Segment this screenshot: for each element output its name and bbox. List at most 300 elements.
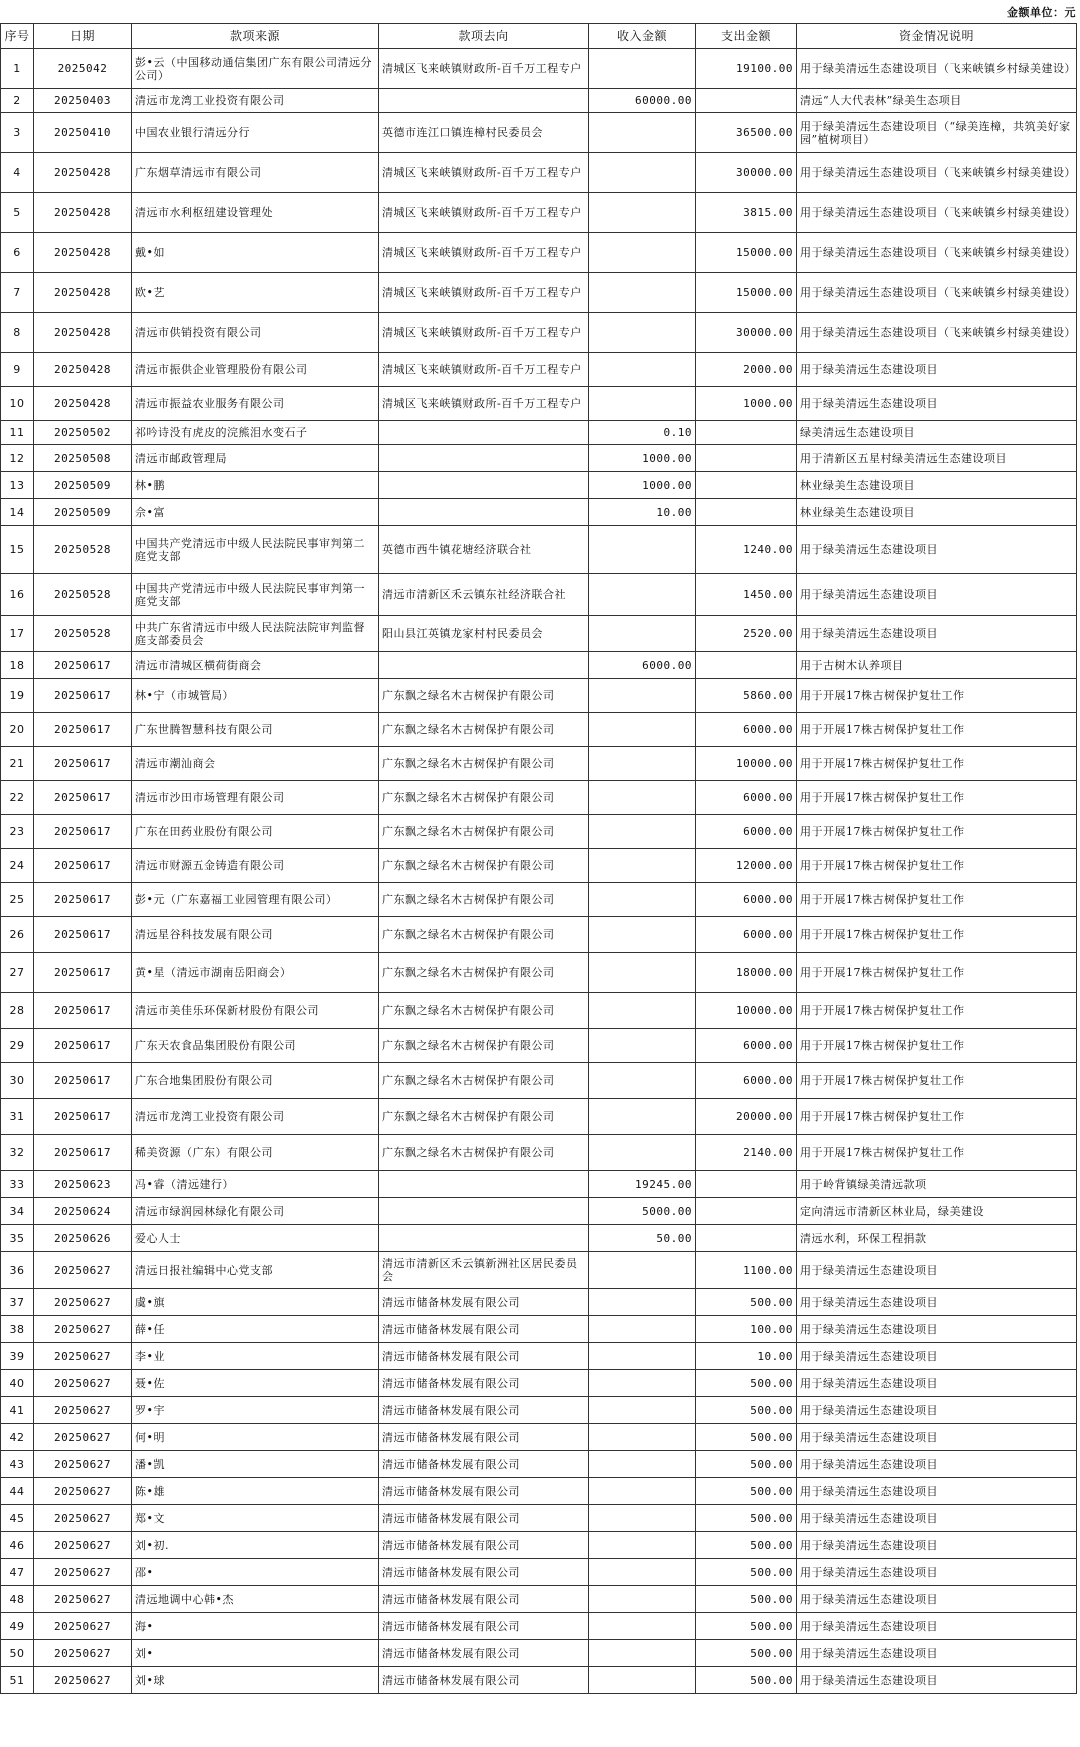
income-cell: [589, 1451, 696, 1478]
destination-cell: 英德市西牛镇花塘经济联合社: [379, 526, 589, 574]
source-cell: 清远市沙田市场管理有限公司: [132, 781, 379, 815]
table-row: [1, 1424, 1077, 1451]
note-cell: 用于绿美清远生态建设项目: [797, 526, 1077, 574]
date-cell: 20250627: [34, 1505, 132, 1532]
source-cell: 潘•凯: [132, 1451, 379, 1478]
table-row: [1, 1667, 1077, 1694]
currency-unit-label: 金额单位：元: [1007, 6, 1076, 19]
income-cell: [589, 953, 696, 993]
destination-cell: 广东飘之绿名木古树保护有限公司: [379, 679, 589, 713]
source-cell: 清远市美佳乐环保新材股份有限公司: [132, 993, 379, 1029]
income-cell: [589, 1397, 696, 1424]
destination-cell: 清远市储备林发展有限公司: [379, 1667, 589, 1694]
date-cell: 20250509: [34, 472, 132, 499]
destination-cell: 清城区飞来峡镇财政所-百千万工程专户: [379, 313, 589, 353]
date-cell: 20250627: [34, 1252, 132, 1289]
expense-cell: 1100.00: [696, 1252, 797, 1289]
destination-cell: 广东飘之绿名木古树保护有限公司: [379, 917, 589, 953]
destination-cell: 清远市储备林发展有限公司: [379, 1397, 589, 1424]
destination-cell: 广东飘之绿名木古树保护有限公司: [379, 1135, 589, 1171]
seq-cell: 34: [1, 1198, 34, 1225]
note-cell: 用于绿美清远生态建设项目（飞来峡镇乡村绿美建设）: [797, 49, 1077, 89]
income-cell: 1000.00: [589, 445, 696, 472]
date-cell: 20250428: [34, 193, 132, 233]
table-row: [1, 89, 1077, 113]
income-cell: [589, 49, 696, 89]
source-cell: 聂•佐: [132, 1370, 379, 1397]
expense-cell: 6000.00: [696, 713, 797, 747]
note-cell: 用于开展17株古树保护复壮工作: [797, 713, 1077, 747]
destination-cell: 清远市储备林发展有限公司: [379, 1478, 589, 1505]
destination-cell: 广东飘之绿名木古树保护有限公司: [379, 815, 589, 849]
note-cell: 林业绿美生态建设项目: [797, 499, 1077, 526]
table-row: [1, 1505, 1077, 1532]
income-cell: 5000.00: [589, 1198, 696, 1225]
income-cell: [589, 1613, 696, 1640]
expense-cell: 2140.00: [696, 1135, 797, 1171]
table-row: [1, 1063, 1077, 1099]
expense-cell: 6000.00: [696, 917, 797, 953]
date-cell: 20250428: [34, 153, 132, 193]
expense-cell: [696, 472, 797, 499]
source-cell: 清远市供销投资有限公司: [132, 313, 379, 353]
date-cell: 20250428: [34, 233, 132, 273]
expense-cell: 15000.00: [696, 273, 797, 313]
seq-cell: 26: [1, 917, 34, 953]
note-cell: 用于绿美清远生态建设项目: [797, 1532, 1077, 1559]
expense-cell: [696, 1225, 797, 1252]
table-row: [1, 1316, 1077, 1343]
income-cell: 1000.00: [589, 472, 696, 499]
income-cell: [589, 679, 696, 713]
expense-cell: 500.00: [696, 1478, 797, 1505]
seq-cell: 7: [1, 273, 34, 313]
note-cell: 用于绿美清远生态建设项目: [797, 353, 1077, 387]
table-row: [1, 1586, 1077, 1613]
destination-cell: 清城区飞来峡镇财政所-百千万工程专户: [379, 193, 589, 233]
date-cell: 20250627: [34, 1343, 132, 1370]
expense-cell: 500.00: [696, 1505, 797, 1532]
destination-cell: 清城区飞来峡镇财政所-百千万工程专户: [379, 273, 589, 313]
seq-cell: 42: [1, 1424, 34, 1451]
header-date: 日期: [34, 24, 132, 49]
date-cell: 20250627: [34, 1640, 132, 1667]
date-cell: 20250502: [34, 421, 132, 445]
destination-cell: 广东飘之绿名木古树保护有限公司: [379, 747, 589, 781]
seq-cell: 30: [1, 1063, 34, 1099]
destination-cell: 清城区飞来峡镇财政所-百千万工程专户: [379, 233, 589, 273]
seq-cell: 25: [1, 883, 34, 917]
table-row: [1, 193, 1077, 233]
date-cell: 20250617: [34, 1135, 132, 1171]
note-cell: 用于开展17株古树保护复壮工作: [797, 815, 1077, 849]
destination-cell: 清远市储备林发展有限公司: [379, 1640, 589, 1667]
date-cell: 20250528: [34, 526, 132, 574]
income-cell: [589, 1505, 696, 1532]
note-cell: 用于开展17株古树保护复壮工作: [797, 1063, 1077, 1099]
source-cell: 戴•如: [132, 233, 379, 273]
note-cell: 用于开展17株古树保护复壮工作: [797, 747, 1077, 781]
table-row: [1, 1613, 1077, 1640]
income-cell: [589, 353, 696, 387]
note-cell: 用于开展17株古树保护复壮工作: [797, 1029, 1077, 1063]
destination-cell: 清远市储备林发展有限公司: [379, 1505, 589, 1532]
seq-cell: 35: [1, 1225, 34, 1252]
ledger-body: [1, 49, 1077, 1694]
expense-cell: 500.00: [696, 1424, 797, 1451]
header-destination: 款项去向: [379, 24, 589, 49]
income-cell: [589, 1532, 696, 1559]
seq-cell: 31: [1, 1099, 34, 1135]
table-row: [1, 1559, 1077, 1586]
header-expense: 支出金额: [696, 24, 797, 49]
source-cell: 邵•: [132, 1559, 379, 1586]
expense-cell: 6000.00: [696, 1063, 797, 1099]
date-cell: 20250627: [34, 1532, 132, 1559]
destination-cell: 清城区飞来峡镇财政所-百千万工程专户: [379, 387, 589, 421]
expense-cell: 100.00: [696, 1316, 797, 1343]
note-cell: 清远水利，环保工程捐款: [797, 1225, 1077, 1252]
source-cell: 中国农业银行清远分行: [132, 113, 379, 153]
table-row: [1, 445, 1077, 472]
source-cell: 刘•: [132, 1640, 379, 1667]
date-cell: 20250627: [34, 1370, 132, 1397]
table-row: [1, 273, 1077, 313]
seq-cell: 37: [1, 1289, 34, 1316]
note-cell: 用于开展17株古树保护复壮工作: [797, 849, 1077, 883]
seq-cell: 21: [1, 747, 34, 781]
note-cell: 用于绿美清远生态建设项目（飞来峡镇乡村绿美建设）: [797, 233, 1077, 273]
source-cell: 清远市潮汕商会: [132, 747, 379, 781]
income-cell: [589, 574, 696, 616]
date-cell: 20250627: [34, 1586, 132, 1613]
source-cell: 虞•旗: [132, 1289, 379, 1316]
income-cell: 6000.00: [589, 652, 696, 679]
table-row: [1, 233, 1077, 273]
table-row: [1, 1370, 1077, 1397]
income-cell: [589, 747, 696, 781]
date-cell: 20250627: [34, 1613, 132, 1640]
expense-cell: 20000.00: [696, 1099, 797, 1135]
expense-cell: [696, 652, 797, 679]
destination-cell: 清远市储备林发展有限公司: [379, 1316, 589, 1343]
date-cell: 20250617: [34, 652, 132, 679]
expense-cell: 500.00: [696, 1586, 797, 1613]
table-row: [1, 1135, 1077, 1171]
destination-cell: 清远市储备林发展有限公司: [379, 1559, 589, 1586]
income-cell: [589, 153, 696, 193]
table-row: [1, 747, 1077, 781]
expense-cell: [696, 1171, 797, 1198]
table-row: [1, 815, 1077, 849]
note-cell: 用于绿美清远生态建设项目: [797, 616, 1077, 652]
note-cell: 用于开展17株古树保护复壮工作: [797, 1099, 1077, 1135]
expense-cell: 6000.00: [696, 815, 797, 849]
destination-cell: 清城区飞来峡镇财政所-百千万工程专户: [379, 353, 589, 387]
table-row: [1, 313, 1077, 353]
income-cell: [589, 1424, 696, 1451]
seq-cell: 6: [1, 233, 34, 273]
date-cell: 20250428: [34, 273, 132, 313]
destination-cell: 清城区飞来峡镇财政所-百千万工程专户: [379, 49, 589, 89]
table-row: [1, 616, 1077, 652]
income-cell: [589, 1343, 696, 1370]
source-cell: 林•鹏: [132, 472, 379, 499]
note-cell: 用于绿美清远生态建设项目: [797, 1289, 1077, 1316]
seq-cell: 11: [1, 421, 34, 445]
date-cell: 20250410: [34, 113, 132, 153]
expense-cell: 500.00: [696, 1532, 797, 1559]
date-cell: 20250617: [34, 815, 132, 849]
note-cell: 用于绿美清远生态建设项目: [797, 1343, 1077, 1370]
expense-cell: 500.00: [696, 1451, 797, 1478]
note-cell: 用于绿美清远生态建设项目（飞来峡镇乡村绿美建设）: [797, 273, 1077, 313]
income-cell: [589, 273, 696, 313]
destination-cell: [379, 652, 589, 679]
table-row: [1, 499, 1077, 526]
expense-cell: 500.00: [696, 1397, 797, 1424]
destination-cell: [379, 472, 589, 499]
source-cell: 冯•睿（清远建行）: [132, 1171, 379, 1198]
seq-cell: 18: [1, 652, 34, 679]
expense-cell: 6000.00: [696, 1029, 797, 1063]
source-cell: 清远市邮政管理局: [132, 445, 379, 472]
date-cell: 20250627: [34, 1397, 132, 1424]
date-cell: 20250617: [34, 679, 132, 713]
seq-cell: 16: [1, 574, 34, 616]
expense-cell: 36500.00: [696, 113, 797, 153]
destination-cell: 清远市储备林发展有限公司: [379, 1451, 589, 1478]
expense-cell: 3815.00: [696, 193, 797, 233]
note-cell: 用于绿美清远生态建设项目（飞来峡镇乡村绿美建设）: [797, 153, 1077, 193]
date-cell: 2025042: [34, 49, 132, 89]
expense-cell: [696, 89, 797, 113]
seq-cell: 33: [1, 1171, 34, 1198]
seq-cell: 36: [1, 1252, 34, 1289]
expense-cell: [696, 1198, 797, 1225]
expense-cell: 30000.00: [696, 153, 797, 193]
expense-cell: 12000.00: [696, 849, 797, 883]
note-cell: 用于岭背镇绿美清远款项: [797, 1171, 1077, 1198]
note-cell: 绿美清远生态建设项目: [797, 421, 1077, 445]
note-cell: 用于绿美清远生态建设项目: [797, 1505, 1077, 1532]
note-cell: 用于清新区五星村绿美清远生态建设项目: [797, 445, 1077, 472]
date-cell: 20250627: [34, 1424, 132, 1451]
table-row: [1, 1029, 1077, 1063]
note-cell: 用于绿美清远生态建设项目: [797, 1559, 1077, 1586]
table-row: [1, 1397, 1077, 1424]
source-cell: 黄•星（清远市湖南岳阳商会）: [132, 953, 379, 993]
seq-cell: 8: [1, 313, 34, 353]
date-cell: 20250617: [34, 1063, 132, 1099]
income-cell: [589, 526, 696, 574]
date-cell: 20250428: [34, 313, 132, 353]
table-row: [1, 781, 1077, 815]
destination-cell: 清城区飞来峡镇财政所-百千万工程专户: [379, 153, 589, 193]
source-cell: 中共广东省清远市中级人民法院法院审判监督庭支部委员会: [132, 616, 379, 652]
note-cell: 用于绿美清远生态建设项目（“绿美连樟，共筑美好家园”植树项目）: [797, 113, 1077, 153]
expense-cell: 500.00: [696, 1640, 797, 1667]
date-cell: 20250617: [34, 1029, 132, 1063]
note-cell: 用于绿美清远生态建设项目: [797, 1424, 1077, 1451]
note-cell: 用于古树木认养项目: [797, 652, 1077, 679]
source-cell: 清远日报社编辑中心党支部: [132, 1252, 379, 1289]
table-row: [1, 1252, 1077, 1289]
income-cell: [589, 1316, 696, 1343]
seq-cell: 49: [1, 1613, 34, 1640]
expense-cell: [696, 499, 797, 526]
note-cell: 用于开展17株古树保护复壮工作: [797, 1135, 1077, 1171]
income-cell: 0.10: [589, 421, 696, 445]
note-cell: 林业绿美生态建设项目: [797, 472, 1077, 499]
destination-cell: [379, 445, 589, 472]
date-cell: 20250627: [34, 1316, 132, 1343]
destination-cell: 广东飘之绿名木古树保护有限公司: [379, 993, 589, 1029]
destination-cell: 清远市储备林发展有限公司: [379, 1289, 589, 1316]
date-cell: 20250627: [34, 1559, 132, 1586]
source-cell: 彭•元（广东嘉福工业园管理有限公司）: [132, 883, 379, 917]
note-cell: 用于绿美清远生态建设项目: [797, 1613, 1077, 1640]
destination-cell: 清远市储备林发展有限公司: [379, 1424, 589, 1451]
expense-cell: 30000.00: [696, 313, 797, 353]
source-cell: 陈•雄: [132, 1478, 379, 1505]
destination-cell: 清远市清新区禾云镇新洲社区居民委员会: [379, 1252, 589, 1289]
source-cell: 薛•任: [132, 1316, 379, 1343]
note-cell: 定向清远市清新区林业局，绿美建设: [797, 1198, 1077, 1225]
table-row: [1, 993, 1077, 1029]
header-row: [1, 24, 1077, 49]
table-row: [1, 1343, 1077, 1370]
destination-cell: 广东飘之绿名木古树保护有限公司: [379, 883, 589, 917]
seq-cell: 27: [1, 953, 34, 993]
source-cell: 广东天农食品集团股份有限公司: [132, 1029, 379, 1063]
destination-cell: 广东飘之绿名木古树保护有限公司: [379, 953, 589, 993]
date-cell: 20250428: [34, 387, 132, 421]
note-cell: 用于开展17株古树保护复壮工作: [797, 679, 1077, 713]
date-cell: 20250627: [34, 1451, 132, 1478]
note-cell: 用于绿美清远生态建设项目: [797, 1640, 1077, 1667]
income-cell: [589, 849, 696, 883]
note-cell: 用于绿美清远生态建设项目: [797, 387, 1077, 421]
source-cell: 清远地调中心韩•杰: [132, 1586, 379, 1613]
note-cell: 用于绿美清远生态建设项目: [797, 1316, 1077, 1343]
date-cell: 20250617: [34, 953, 132, 993]
destination-cell: [379, 1171, 589, 1198]
expense-cell: 6000.00: [696, 883, 797, 917]
source-cell: 罗•宇: [132, 1397, 379, 1424]
destination-cell: 广东飘之绿名木古树保护有限公司: [379, 1063, 589, 1099]
income-cell: [589, 1667, 696, 1694]
date-cell: 20250508: [34, 445, 132, 472]
expense-cell: 1240.00: [696, 526, 797, 574]
income-cell: [589, 1559, 696, 1586]
source-cell: 清远市绿润园林绿化有限公司: [132, 1198, 379, 1225]
seq-cell: 43: [1, 1451, 34, 1478]
table-row: [1, 1198, 1077, 1225]
destination-cell: 清远市储备林发展有限公司: [379, 1343, 589, 1370]
note-cell: 用于绿美清远生态建设项目（飞来峡镇乡村绿美建设）: [797, 313, 1077, 353]
seq-cell: 32: [1, 1135, 34, 1171]
seq-cell: 2: [1, 89, 34, 113]
note-cell: 用于开展17株古树保护复壮工作: [797, 993, 1077, 1029]
expense-cell: 2000.00: [696, 353, 797, 387]
destination-cell: [379, 499, 589, 526]
note-cell: 用于绿美清远生态建设项目: [797, 1667, 1077, 1694]
seq-cell: 38: [1, 1316, 34, 1343]
source-cell: 彭•云（中国移动通信集团广东有限公司清远分公司）: [132, 49, 379, 89]
income-cell: [589, 883, 696, 917]
seq-cell: 15: [1, 526, 34, 574]
table-row: [1, 849, 1077, 883]
seq-cell: 20: [1, 713, 34, 747]
note-cell: 用于绿美清远生态建设项目（飞来峡镇乡村绿美建设）: [797, 193, 1077, 233]
header-note: 资金情况说明: [797, 24, 1077, 49]
table-row: [1, 153, 1077, 193]
seq-cell: 29: [1, 1029, 34, 1063]
source-cell: 欧•艺: [132, 273, 379, 313]
expense-cell: 10.00: [696, 1343, 797, 1370]
seq-cell: 5: [1, 193, 34, 233]
header-income: 收入金额: [589, 24, 696, 49]
table-row: [1, 387, 1077, 421]
note-cell: 用于绿美清远生态建设项目: [797, 1586, 1077, 1613]
income-cell: [589, 193, 696, 233]
destination-cell: [379, 1225, 589, 1252]
seq-cell: 51: [1, 1667, 34, 1694]
date-cell: 20250528: [34, 574, 132, 616]
seq-cell: 9: [1, 353, 34, 387]
destination-cell: [379, 421, 589, 445]
date-cell: 20250617: [34, 713, 132, 747]
income-cell: [589, 1252, 696, 1289]
income-cell: [589, 1135, 696, 1171]
table-row: [1, 1451, 1077, 1478]
table-row: [1, 1099, 1077, 1135]
date-cell: 20250617: [34, 781, 132, 815]
table-row: [1, 1171, 1077, 1198]
table-row: [1, 421, 1077, 445]
seq-cell: 46: [1, 1532, 34, 1559]
date-cell: 20250626: [34, 1225, 132, 1252]
date-cell: 20250617: [34, 747, 132, 781]
seq-cell: 28: [1, 993, 34, 1029]
destination-cell: 清远市储备林发展有限公司: [379, 1532, 589, 1559]
income-cell: [589, 1029, 696, 1063]
source-cell: 清远市水利枢纽建设管理处: [132, 193, 379, 233]
table-row: [1, 1478, 1077, 1505]
expense-cell: 500.00: [696, 1667, 797, 1694]
header-source: 款项来源: [132, 24, 379, 49]
date-cell: 20250623: [34, 1171, 132, 1198]
destination-cell: 清远市储备林发展有限公司: [379, 1613, 589, 1640]
date-cell: 20250627: [34, 1478, 132, 1505]
income-cell: 10.00: [589, 499, 696, 526]
expense-cell: 10000.00: [696, 993, 797, 1029]
source-cell: 稀美资源（广东）有限公司: [132, 1135, 379, 1171]
destination-cell: [379, 1198, 589, 1225]
table-row: [1, 574, 1077, 616]
source-cell: 中国共产党清远市中级人民法院民事审判第一庭党支部: [132, 574, 379, 616]
table-row: [1, 953, 1077, 993]
seq-cell: 45: [1, 1505, 34, 1532]
destination-cell: 广东飘之绿名木古树保护有限公司: [379, 1029, 589, 1063]
destination-cell: 广东飘之绿名木古树保护有限公司: [379, 849, 589, 883]
date-cell: 20250528: [34, 616, 132, 652]
seq-cell: 41: [1, 1397, 34, 1424]
seq-cell: 13: [1, 472, 34, 499]
income-cell: [589, 917, 696, 953]
destination-cell: 清远市清新区禾云镇东社经济联合社: [379, 574, 589, 616]
